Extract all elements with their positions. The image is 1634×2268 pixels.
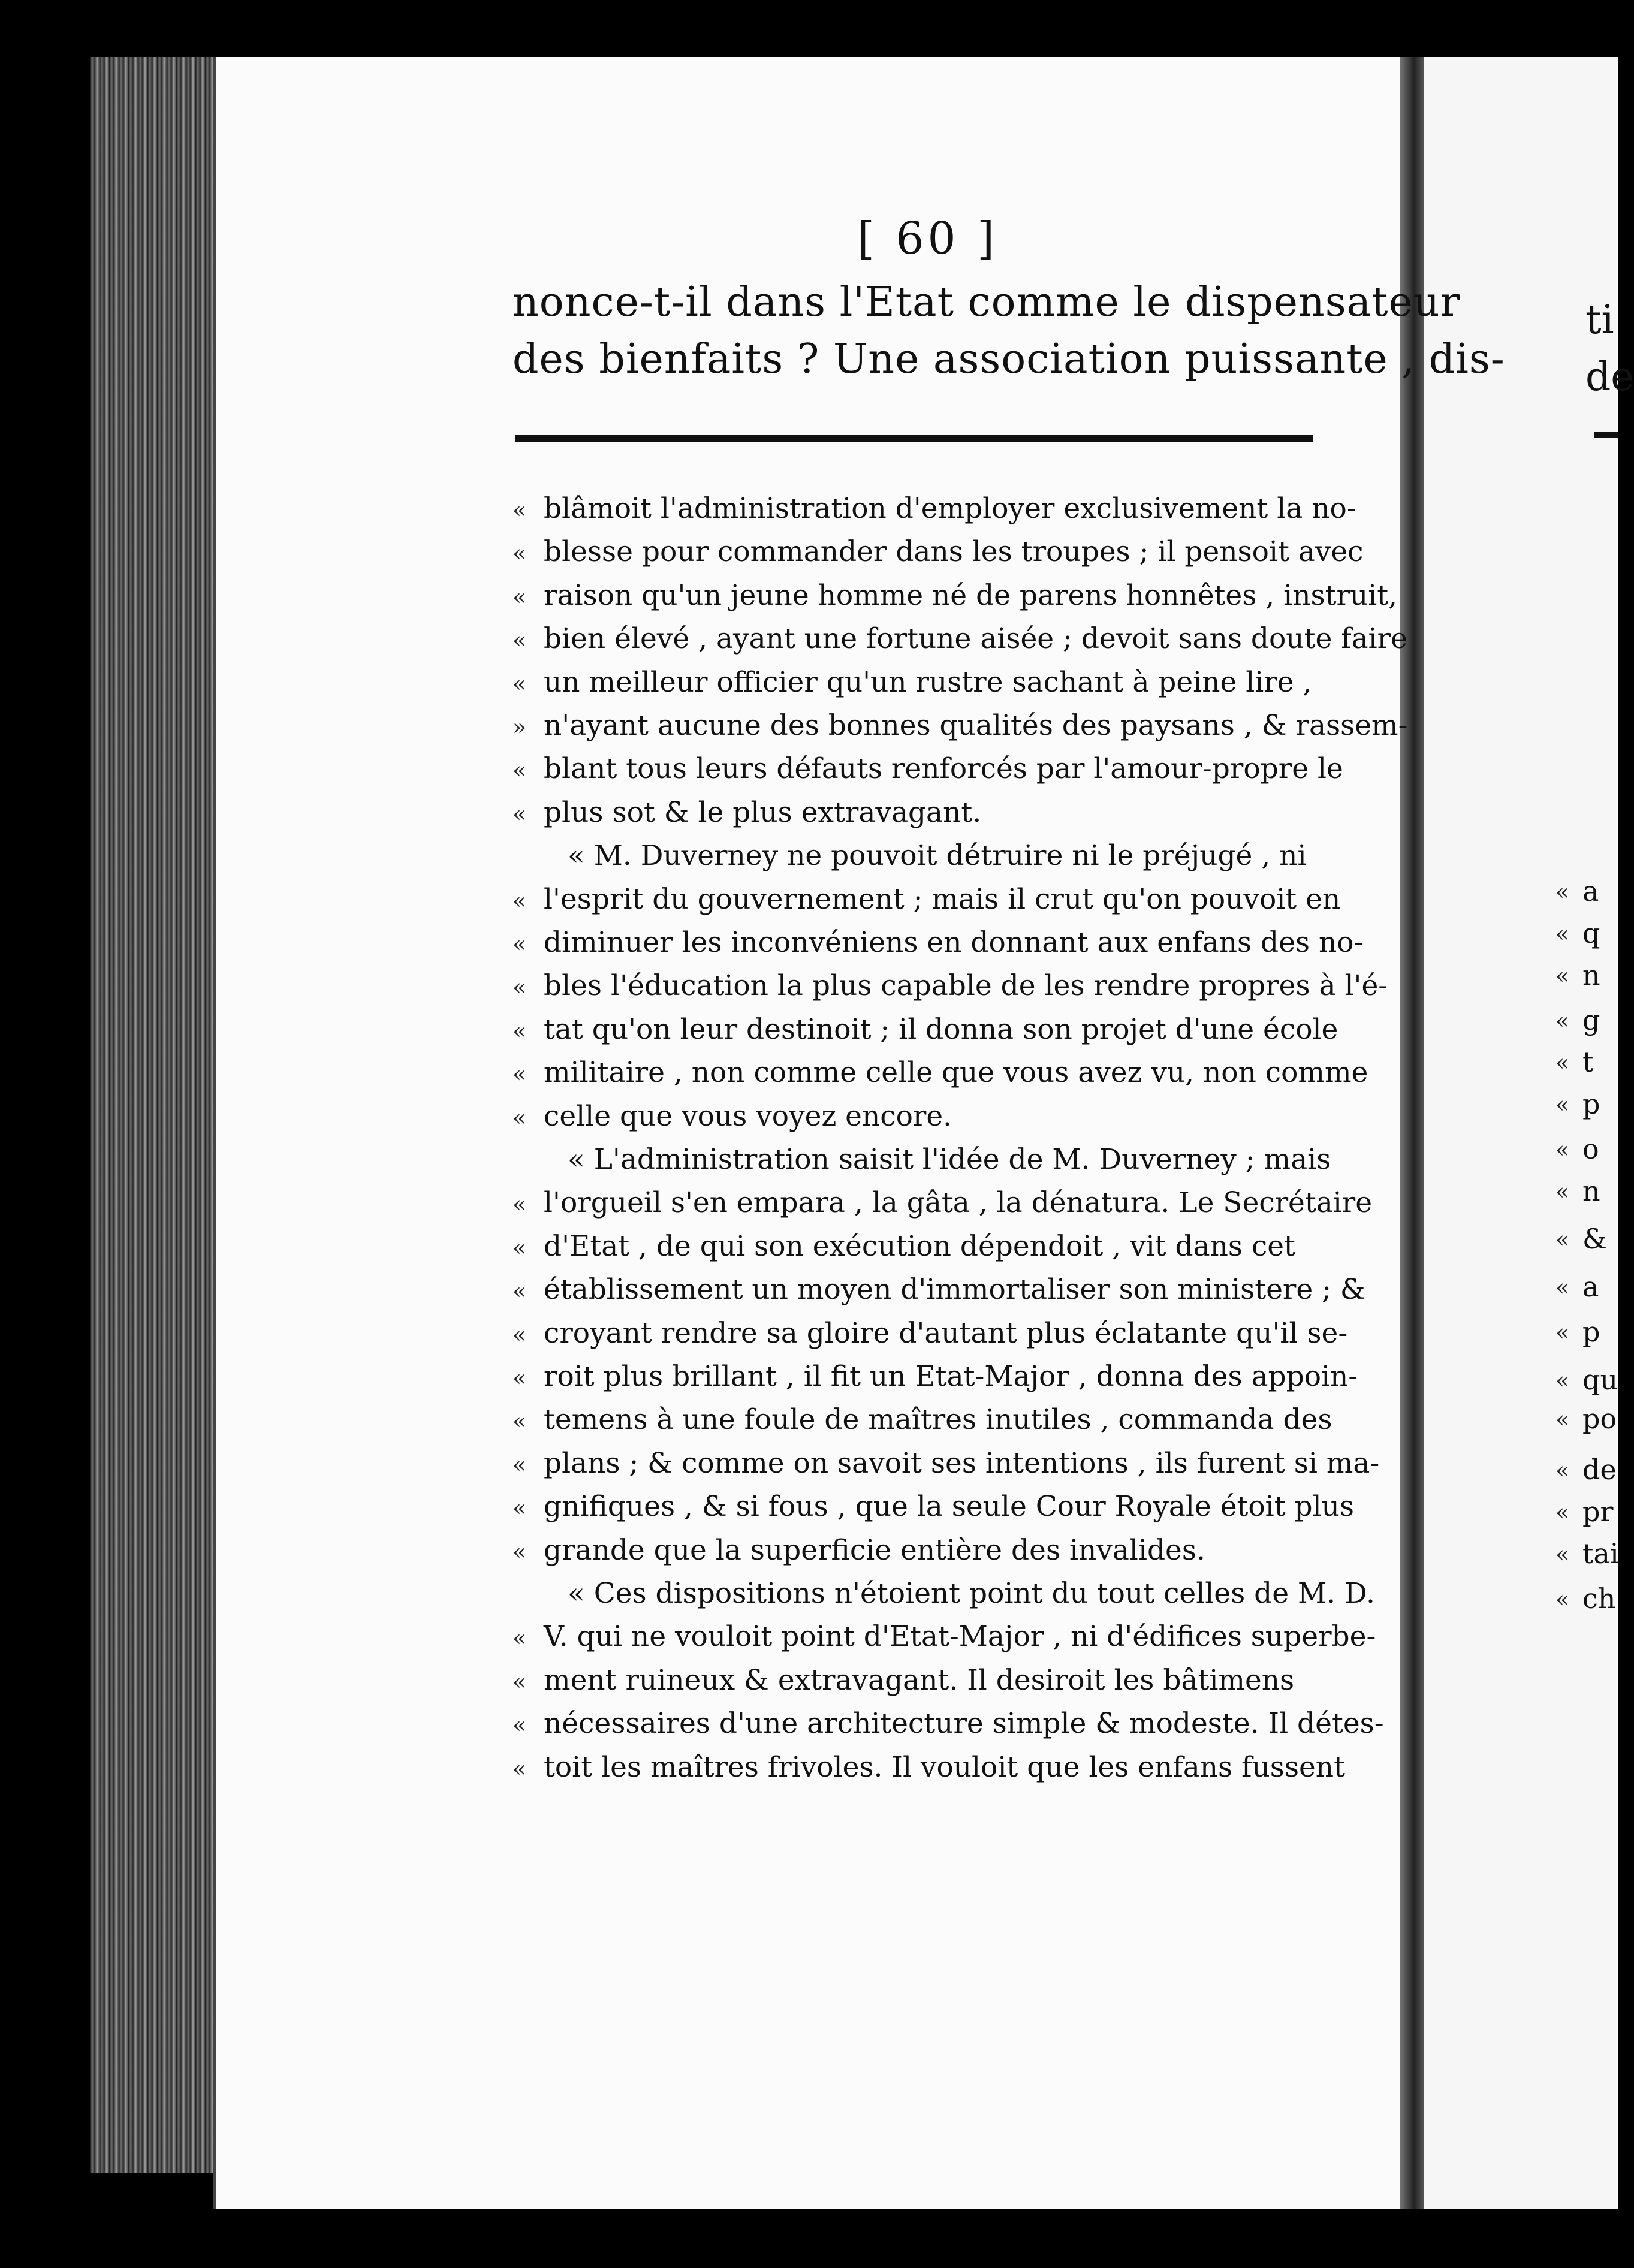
text-line <box>512 535 1364 568</box>
quotation-mark: « <box>512 1322 527 1348</box>
line-text: « M. Duverney ne pouvoit détruire ni le préjugé , ni <box>568 839 1307 872</box>
right-page-line-fragment: qu <box>1582 1364 1618 1396</box>
text-line <box>512 1577 1375 1610</box>
text-line <box>512 839 1322 872</box>
scan-border-bottom <box>0 2209 1618 2268</box>
text-line <box>512 666 1322 699</box>
line-text: militaire , non comme celle que vous avez vu, non comme <box>544 1056 1368 1089</box>
quotation-mark: « <box>512 1625 527 1651</box>
text-line <box>512 752 1343 785</box>
right-page-line-fragment: n <box>1582 959 1600 991</box>
line-text: V. qui ne vouloit point d'Etat-Major , ni d'édifices superbe- <box>544 1620 1376 1653</box>
quotation-mark: « <box>512 974 527 1000</box>
line-text: établissement un moyen d'immortaliser son ministere ; & <box>544 1273 1365 1306</box>
text-line <box>512 709 1408 742</box>
quotation-mark: « <box>512 1061 527 1087</box>
quotation-mark: « <box>512 497 527 523</box>
right-page-rule <box>1594 432 1618 438</box>
right-page-quote-mark: « <box>1555 1457 1570 1483</box>
right-page-header-fragment: ti <box>1585 297 1614 343</box>
quotation-mark: « <box>512 584 527 610</box>
right-page-quote-mark: « <box>1555 1178 1570 1205</box>
quotation-mark: « <box>512 801 527 827</box>
text-line <box>512 1143 1331 1176</box>
text-line <box>512 1447 1380 1480</box>
line-text: roit plus brillant , il fit un Etat-Major , donna des appoin- <box>544 1360 1358 1393</box>
right-page-quote-mark: « <box>1555 1091 1570 1118</box>
quotation-mark: « <box>512 540 527 566</box>
text-line <box>512 1360 1358 1393</box>
quotation-mark: « <box>512 1712 527 1738</box>
text-line <box>512 1317 1348 1350</box>
right-page-line-fragment: o <box>1582 1133 1599 1165</box>
quotation-mark: « <box>512 1191 527 1217</box>
text-line <box>512 926 1364 959</box>
quotation-mark: « <box>512 1365 527 1391</box>
right-page-quote-mark: « <box>1555 1226 1570 1253</box>
quotation-mark: « <box>512 1408 527 1434</box>
right-page-quote-mark: « <box>1555 1367 1570 1394</box>
right-page-quote-mark: « <box>1555 1406 1570 1432</box>
page-number: [ 60 ] <box>857 213 998 264</box>
quotation-mark: « <box>512 1235 527 1261</box>
right-page-quote-mark: « <box>1555 879 1570 905</box>
text-line <box>512 1273 1365 1306</box>
text-line <box>512 579 1398 612</box>
header-line-1: nonce-t-il dans l'Etat comme le dispensateur <box>512 279 1461 326</box>
line-text: plus sot & le plus extravagant. <box>544 796 982 829</box>
line-text: diminuer les inconvéniens en donnant aux enfans des no- <box>544 926 1364 959</box>
quotation-mark: « <box>512 757 527 783</box>
quotation-mark: « <box>512 1278 527 1304</box>
book-page-edges <box>90 57 216 2173</box>
text-line <box>512 1534 1322 1567</box>
right-page-line-fragment: p <box>1582 1316 1600 1348</box>
line-text: raison qu'un jeune homme né de parens honnêtes , instruit, <box>544 579 1398 612</box>
line-text: « L'administration saisit l'idée de M. Duverney ; mais <box>568 1143 1331 1176</box>
right-page-line-fragment: ch <box>1582 1582 1616 1615</box>
right-page-line-fragment: n <box>1582 1175 1600 1207</box>
line-text: un meilleur officier qu'un rustre sachant à peine lire , <box>544 666 1312 699</box>
text-line <box>512 1664 1322 1697</box>
right-page-line-fragment: p <box>1582 1088 1600 1120</box>
line-text: gnifiques , & si fous , que la seule Cour Royale étoit plus <box>544 1490 1355 1523</box>
line-text: « Ces dispositions n'étoient point du tout celles de M. D. <box>568 1577 1375 1610</box>
quotation-mark: « <box>512 1018 527 1044</box>
line-text: celle que vous voyez encore. <box>544 1100 952 1133</box>
text-line <box>512 1230 1322 1263</box>
right-page-quote-mark: « <box>1555 1136 1570 1163</box>
text-line <box>512 798 1322 827</box>
line-text: nécessaires d'une architecture simple & modeste. Il détes- <box>544 1707 1384 1740</box>
text-line <box>512 1013 1338 1046</box>
line-text: blâmoit l'administration d'employer exclusivement la no- <box>544 492 1356 525</box>
right-page-header-fragment: de <box>1585 354 1634 400</box>
line-text: d'Etat , de qui son exécution dépendoit , vit dans cet <box>544 1230 1295 1263</box>
line-text: bles l'éducation la plus capable de les rendre propres à l'é- <box>544 969 1388 1002</box>
line-text: plans ; & comme on savoit ses intentions , ils furent si ma- <box>544 1447 1380 1480</box>
right-page-line-fragment: q <box>1582 917 1600 949</box>
right-page-quote-mark: « <box>1555 1499 1570 1525</box>
right-page-quote-mark: « <box>1555 1541 1570 1567</box>
quotation-mark: « <box>512 671 527 697</box>
text-line <box>512 1707 1384 1740</box>
right-page-line-fragment: de <box>1582 1453 1617 1486</box>
text-line <box>512 883 1341 916</box>
text-line <box>512 622 1407 655</box>
quotation-mark: « <box>512 931 527 957</box>
right-page-quote-mark: « <box>1555 1319 1570 1346</box>
text-line <box>512 1490 1355 1523</box>
scan-border-top <box>0 0 1618 55</box>
text-line <box>512 1186 1373 1219</box>
horizontal-rule <box>515 435 1313 442</box>
quotation-mark: » <box>512 714 527 740</box>
right-page-quote-mark: « <box>1555 1008 1570 1034</box>
right-page-quote-mark: « <box>1555 921 1570 947</box>
quotation-mark: « <box>512 627 527 653</box>
line-text: ment ruineux & extravagant. Il desiroit les bâtimens <box>544 1664 1295 1697</box>
right-page-line-fragment: tai <box>1582 1537 1619 1570</box>
quotation-mark: « <box>512 1495 527 1521</box>
line-text: l'orgueil s'en empara , la gâta , la dénatura. Le Secrétaire <box>544 1186 1373 1219</box>
line-text: l'esprit du gouvernement ; mais il crut qu'on pouvoit en <box>544 883 1341 916</box>
right-page-line-fragment: po <box>1582 1403 1617 1435</box>
quotation-mark: « <box>512 888 527 914</box>
quotation-mark: « <box>512 1452 527 1478</box>
text-line <box>512 1620 1376 1653</box>
right-page-line-fragment: & <box>1582 1223 1607 1255</box>
right-page-quote-mark: « <box>1555 963 1570 989</box>
text-line <box>512 492 1356 525</box>
right-page-quote-mark: « <box>1555 1049 1570 1076</box>
quotation-mark: « <box>512 1105 527 1131</box>
line-text: bien élevé , ayant une fortune aisée ; devoit sans doute faire <box>544 622 1407 655</box>
right-page-line-fragment: pr <box>1582 1495 1614 1528</box>
line-text: temens à une foule de maîtres inutiles , commanda des <box>544 1403 1332 1436</box>
text-line <box>512 1056 1368 1089</box>
right-page-quote-mark: « <box>1555 1274 1570 1301</box>
line-text: blant tous leurs défauts renforcés par l'amour-propre le <box>544 752 1343 785</box>
text-line <box>512 1100 1322 1133</box>
text-line <box>512 1403 1332 1436</box>
right-page-line-fragment: a <box>1582 875 1599 907</box>
right-page-line-fragment: a <box>1582 1271 1599 1303</box>
right-page-quote-mark: « <box>1555 1586 1570 1612</box>
quotation-mark: « <box>512 1756 527 1782</box>
header-line-2: des bienfaits ? Une association puissante , dis- <box>512 336 1505 383</box>
line-text: blesse pour commander dans les troupes ; il pensoit avec <box>544 535 1364 568</box>
line-text: tat qu'on leur destinoit ; il donna son projet d'une école <box>544 1013 1338 1046</box>
text-line <box>512 1751 1345 1784</box>
quotation-mark: « <box>512 1539 527 1565</box>
text-line <box>512 969 1388 1002</box>
quotation-mark: « <box>512 1669 527 1695</box>
line-text: toit les maîtres frivoles. Il vouloit que les enfans fussent <box>544 1751 1345 1784</box>
line-text: n'ayant aucune des bonnes qualités des paysans , & rassem- <box>544 709 1408 742</box>
line-text: grande que la superficie entière des invalides. <box>544 1534 1205 1567</box>
line-text: croyant rendre sa gloire d'autant plus éclatante qu'il se- <box>544 1317 1348 1350</box>
right-page-line-fragment: t <box>1582 1046 1594 1078</box>
right-page-line-fragment: g <box>1582 1004 1600 1036</box>
